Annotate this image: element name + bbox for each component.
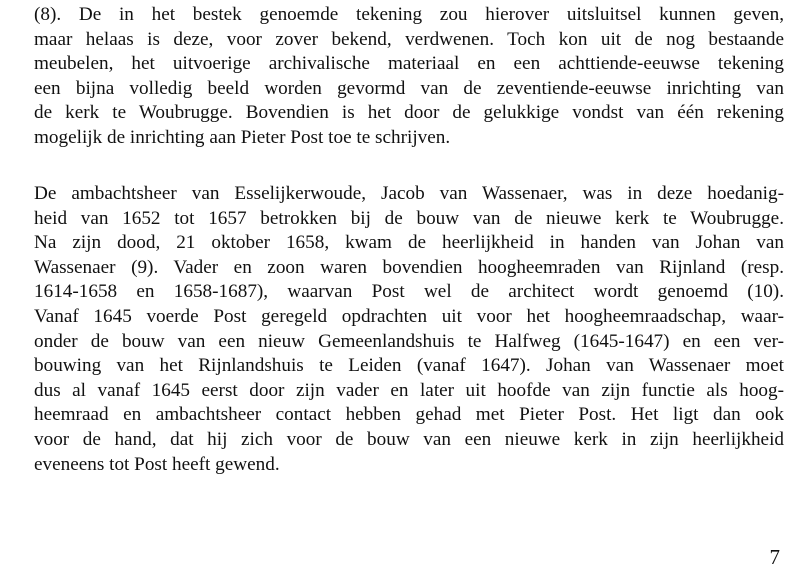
page-number: 7 bbox=[769, 545, 780, 569]
text-line: maar helaas is deze, voor zover bekend, verdwenen. Toch kon uit de nog bestaande bbox=[34, 28, 784, 50]
paragraph-1 bbox=[34, 3, 784, 151]
text-line: bouwing van het Rijnlandshuis te Leiden (vanaf 1647). Johan van Wassenaer moet bbox=[34, 355, 784, 377]
text-line: meubelen, het uitvoerige archivalische materiaal en een achttiende-eeuwse tekening bbox=[34, 53, 784, 75]
text-line: onder de bouw van een nieuw Gemeenlandshuis te Halfweg (1645-1647) en een ver- bbox=[34, 330, 784, 352]
text-line: de kerk te Woubrugge. Bovendien is het door de gelukkige vondst van één rekening bbox=[34, 102, 784, 124]
paragraph-2 bbox=[34, 182, 784, 477]
text-line: mogelijk de inrichting aan Pieter Post toe te schrijven. bbox=[34, 126, 451, 148]
text-line: heemraad en ambachtsheer contact hebben gehad met Pieter Post. Het ligt dan ook bbox=[34, 404, 784, 426]
text-line: eveneens tot Post heeft gewend. bbox=[34, 453, 280, 475]
text-line: Wassenaer (9). Vader en zoon waren bovendien hoogheemraden van Rijnland (resp. bbox=[34, 256, 784, 278]
text-line: Na zijn dood, 21 oktober 1658, kwam de heerlijkheid in handen van Johan van bbox=[34, 232, 784, 254]
text-line: een bijna volledig beeld worden gevormd van de zeventiende-eeuwse inrichting van bbox=[34, 77, 784, 99]
text-line: (8). De in het bestek genoemde tekening zou hierover uitsluitsel kunnen geven, bbox=[34, 4, 784, 25]
text-line: De ambachtsheer van Esselijkerwoude, Jacob van Wassenaer, was in deze hoedanig- bbox=[34, 183, 784, 204]
text-line: voor de hand, dat hij zich voor de bouw van een nieuwe kerk in zijn heerlijkheid bbox=[34, 428, 784, 450]
text-line: 1614-1658 en 1658-1687), waarvan Post wel de architect wordt genoemd (10). bbox=[34, 281, 784, 303]
text-line: Vanaf 1645 voerde Post geregeld opdrachten uit voor het hoogheemraadschap, waar- bbox=[34, 305, 784, 327]
text-line: dus al vanaf 1645 eerst door zijn vader en later uit hoofde van zijn functie als hoog- bbox=[34, 379, 784, 401]
text-line: heid van 1652 tot 1657 betrokken bij de bouw van de nieuwe kerk te Woubrugge. bbox=[34, 207, 784, 229]
